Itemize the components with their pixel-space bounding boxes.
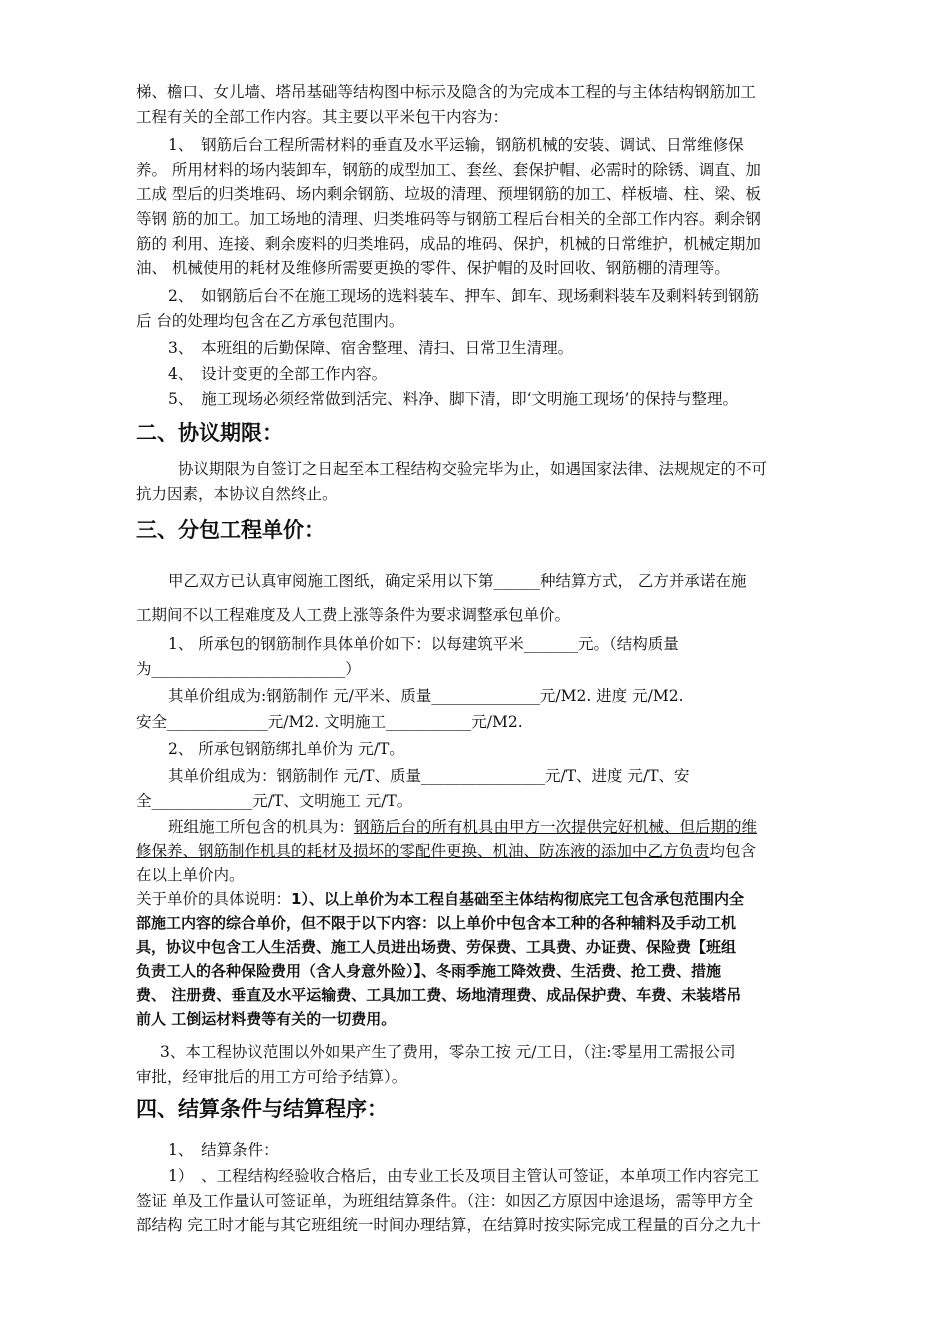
text-line: 梯、檐口、女儿墙、塔吊基础等结构图中标示及隐含的为完成本工程的与主体结构钢筋加工 xyxy=(136,83,757,101)
text-line: 签证 单及工作量认可签证单，为班组结算条件。（注：如因乙方原因中途退场，需等甲方全 xyxy=(136,1192,754,1210)
text-span: 班组施工所包含的机具为： xyxy=(168,818,355,836)
text-span: 关于单价的具体说明： xyxy=(136,890,292,908)
text-line: 油、 机械使用的耗材及维修所需要更换的零件、保护帽的及时回收、钢筋棚的清理等。 xyxy=(136,259,730,277)
section-heading: 四、结算条件与结算程序： xyxy=(136,1097,388,1121)
text-line: 部结构 完工时才能与其它班组统一时间办理结算，在结算时按实际完成工程量的百分之九十 xyxy=(136,1216,761,1234)
text-line: 养。 所用材料的场内装卸车，钢筋的成型加工、套丝、套保护帽、必需时的除锈、调直、加 xyxy=(136,161,761,179)
bold-text: 部施工内容的综合单价，但不限于以下内容：以上单价中包含本工种的各种辅料及手动工机 xyxy=(136,914,737,932)
text-line: 甲乙双方已认真审阅施工图纸，确定采用以下第______种结算方式， 乙方并承诺在施 xyxy=(168,572,747,590)
section-heading: 三、分包工程单价： xyxy=(136,518,325,542)
section-heading: 二、协议期限： xyxy=(136,421,283,445)
bold-text: 费、 注册费、垂直及水平运输费、工具加工费、场地清理费、成品保护费、车费、未装塔吊 xyxy=(136,986,742,1004)
text-line: 抗力因素，本协议自然终止。 xyxy=(136,485,338,503)
list-item: 1、 所承包的钢筋制作具体单价如下：以每建筑平米_______元。（结构质量 xyxy=(168,635,679,653)
text-line: 工程有关的全部工作内容。其主要以平米包干内容为： xyxy=(136,108,509,126)
text-line: 审批，经审批后的用工方可给予结算）。 xyxy=(136,1068,408,1086)
text-line: 为_________________________） xyxy=(136,660,361,678)
bold-text: 前人 工倒运材料费等有关的一切费用。 xyxy=(136,1010,397,1028)
bold-text: 具，协议中包含工人生活费、施工人员进出场费、劳保费、工具费、办证费、保险费【班组 xyxy=(136,938,737,956)
text-span: 均包含 xyxy=(709,842,757,860)
list-item: 1、 钢筋后台工程所需材料的垂直及水平运输，钢筋机械的安装、调试、日常维修保 xyxy=(168,136,744,154)
text-line: 工期间不以工程难度及人工费上涨等条件为要求调整承包单价。 xyxy=(136,606,571,624)
text-line: 筋的 利用、连接、剩余废料的归类堆码，成品的堆码、保护，机械的日常维护，机械定期加 xyxy=(136,235,761,253)
text-line: 等钢 筋的加工。加工场地的清理、归类堆码等与钢筋工程后台相关的全部工作内容。剩余钢 xyxy=(136,210,761,228)
list-item: 5、 施工现场必须经常做到活完、料净、脚下清，即‘文明施工现场’的保持与整理。 xyxy=(168,390,738,408)
list-item: 1、 结算条件： xyxy=(168,1141,279,1159)
text-line: 协议期限为自签订之日起至本工程结构交验完毕为止，如遇国家法律、法规规定的不可 xyxy=(178,460,768,478)
text-line: 1） 、工程结构经验收合格后，由专业工长及项目主管认可签证，本单项工作内容完工 xyxy=(168,1167,760,1185)
text-line xyxy=(136,841,756,861)
text-line: 后 台的处理均包含在乙方承包范围内。 xyxy=(136,312,405,330)
text-line xyxy=(136,889,744,909)
underlined-text: 钢筋后台的所有机具由甲方一次提供完好机械、但后期的维 xyxy=(354,818,758,836)
text-line: 在以上单价内。 xyxy=(136,866,245,884)
text-line: 3、本工程协议范围以外如果产生了费用，零杂工按 元/工日，（注:零星用工需报公司 xyxy=(160,1043,736,1061)
list-item: 3、 本班组的后勤保障、宿舍整理、清扫、日常卫生清理。 xyxy=(168,339,574,357)
text-line: 其单价组成为:钢筋制作 元/平米、质量______________元/M2. 进度 元/M2. xyxy=(168,687,684,705)
bold-text: 负责工人的各种保险费用（含人身意外险）】、冬雨季施工降效费、生活费、抢工费、措施 xyxy=(136,962,722,980)
list-item: 2、 所承包钢筋绑扎单价为 元/T。 xyxy=(168,740,405,758)
text-line: 全_____________元/T、文明施工 元/T。 xyxy=(136,792,413,810)
text-line: 其单价组成为：钢筋制作 元/T、质量________________元/T、进度 元/T、安 xyxy=(168,767,690,785)
bold-text: 1）、以上单价为本工程自基础至主体结构彻底完工包含承包范围内全 xyxy=(291,890,744,908)
text-line: 安全_____________元/M2. 文明施工___________元/M2. xyxy=(136,713,523,731)
text-line: 工成 型后的归类堆码、场内剩余钢筋、垃圾的清理、预埋钢筋的加工、样板墙、柱、梁、板 xyxy=(136,185,761,203)
list-item: 2、 如钢筋后台不在施工现场的选料装车、押车、卸车、现场剩料装车及剩料转到钢筋 xyxy=(168,287,760,305)
text-line xyxy=(168,817,757,837)
underlined-text: 修保养、钢筋制作机具的耗材及损坏的零配件更换、机油、防冻液的添加中乙方负责 xyxy=(136,842,710,860)
list-item: 4、 设计变更的全部工作内容。 xyxy=(168,365,388,383)
